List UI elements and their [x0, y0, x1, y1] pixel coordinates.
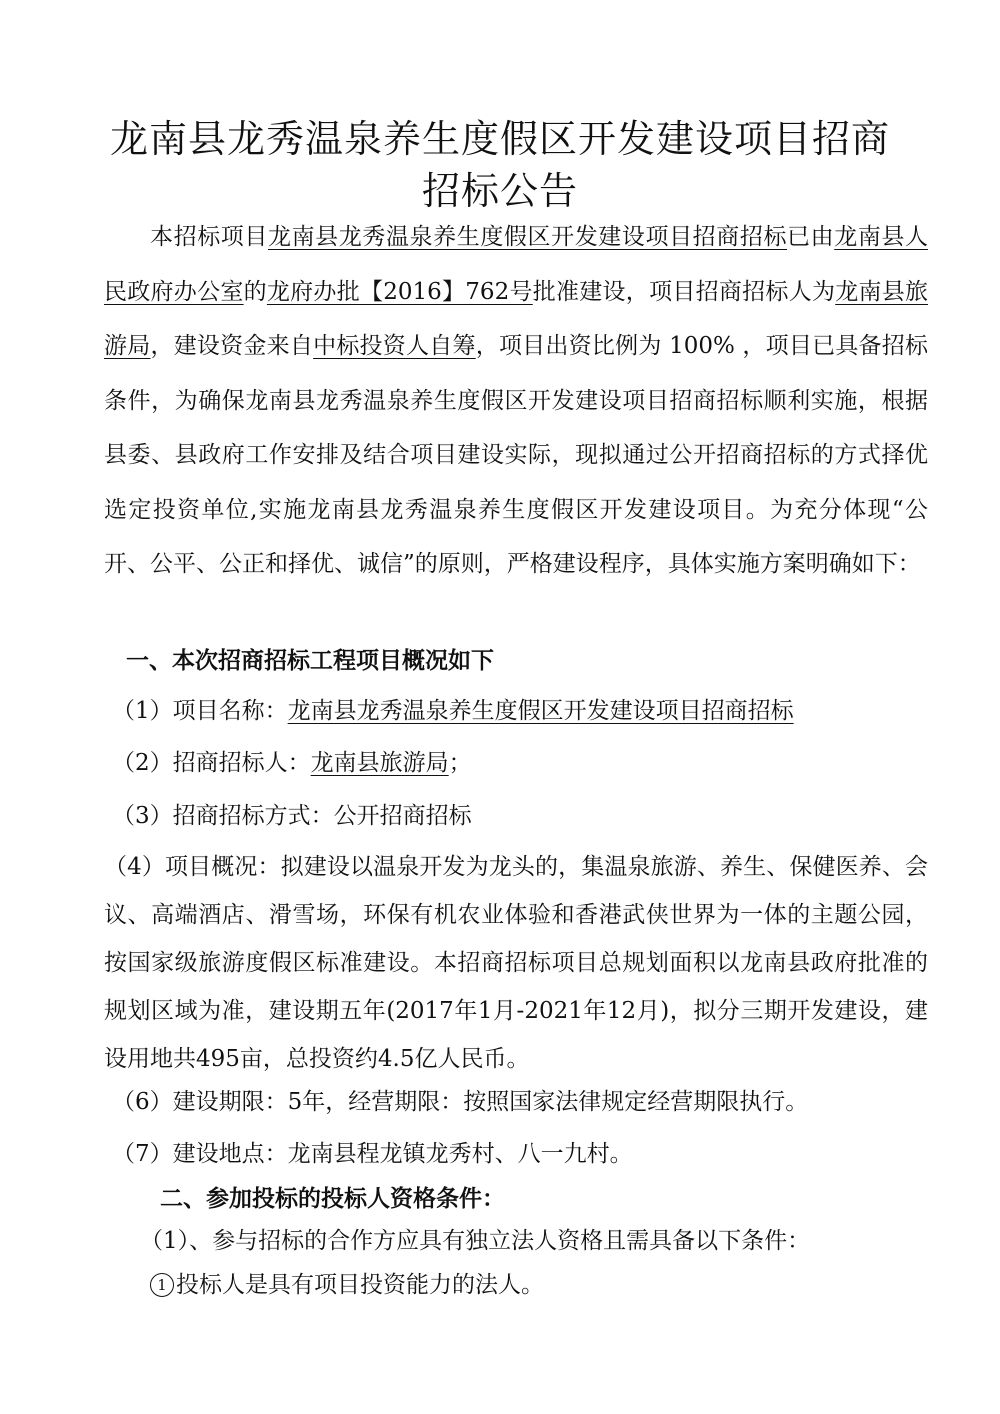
- intro-text-6: ，项目出资比例为 100% ，项目已具备招标条件，为确保龙南县龙秀温泉养生度假区开发建设项目招商招标顺利实施，根据县委、县政府工作安排及结合项目建设实际，现拟通过公开招商招标的方式择优选定投资单位,实施龙南县龙秀温泉养生度假区开发建设项目。为充分体现“公开、公平、公正和择优、诚信”的原则，严格建设程序，具体实施方案明确如下：: [104, 333, 929, 577]
- item-7-construction-site: （7）建设地点：龙南县程龙镇龙秀村、八一九村。: [112, 1141, 633, 1167]
- bullet-1-text: 投标人是具有项目投资能力的法人。: [176, 1272, 544, 1298]
- document-title-line-1: 龙南县龙秀温泉养生度假区开发建设项目招商: [109, 117, 890, 161]
- item-2-tenderer: [112, 744, 472, 777]
- intro-text-3: 的: [243, 278, 267, 305]
- item-4-project-overview: （4）项目概况：拟建设以温泉开发为龙头的，集温泉旅游、养生、保健医养、会议、高端酒店、滑雪场，环保有机农业体验和香港武侠世界为一体的主题公园，按国家级旅游度假区标准建设。本招商招标项目总规划面积以龙南县政府批准的规划区域为准，建设期五年(2017年1月-2021年12月)，拟分三期开发建设，建设用地共495亩，总投资约4.5亿人民币。: [104, 854, 928, 1072]
- section-2-bullet-1: [150, 1266, 544, 1299]
- intro-text-2: 已由: [787, 224, 835, 250]
- tenderer-underlined: 龙南县旅游局: [104, 278, 929, 359]
- intro-paragraph: [104, 210, 928, 592]
- item-2-label: （2）招商招标人：: [112, 750, 311, 776]
- intro-text-4: 批准建设，项目招商招标人为: [532, 278, 836, 305]
- item-3-tender-method: （3）招商招标方式：公开招商招标: [112, 803, 472, 829]
- intro-text-5: ，建设资金来自: [150, 333, 314, 359]
- item-6-construction-period: （6）建设期限：5年，经营期限：按照国家法律规定经营期限执行。: [112, 1089, 809, 1115]
- project-name-underlined: 龙南县龙秀温泉养生度假区开发建设项目招商招标: [267, 224, 788, 250]
- document-title-line-2: 招标公告: [421, 169, 578, 213]
- circled-number-1: 1: [150, 1273, 174, 1297]
- item-2-suffix: ；: [448, 750, 472, 776]
- item-1-label: （1）项目名称：: [112, 698, 288, 724]
- approval-doc-number-underlined: 龙府办批【2016】762号: [266, 278, 533, 305]
- section-2-sub-1: （1）、参与招标的合作方应具有独立法人资格且需具备以下条件：: [140, 1228, 811, 1254]
- intro-text-1: 本招标项目: [150, 224, 268, 250]
- item-1-project-name: [112, 692, 794, 725]
- item-2-value: 龙南县旅游局: [310, 750, 449, 776]
- section-1-heading: 一、本次招商招标工程项目概况如下: [126, 647, 494, 674]
- section-2-heading: 二、参加投标的投标人资格条件：: [160, 1185, 505, 1212]
- item-1-value: 龙南县龙秀温泉养生度假区开发建设项目招商招标: [287, 698, 794, 724]
- funding-source-underlined: 中标投资人自筹: [313, 333, 476, 359]
- approving-office-underlined: 龙南县人民政府办公室: [104, 224, 928, 305]
